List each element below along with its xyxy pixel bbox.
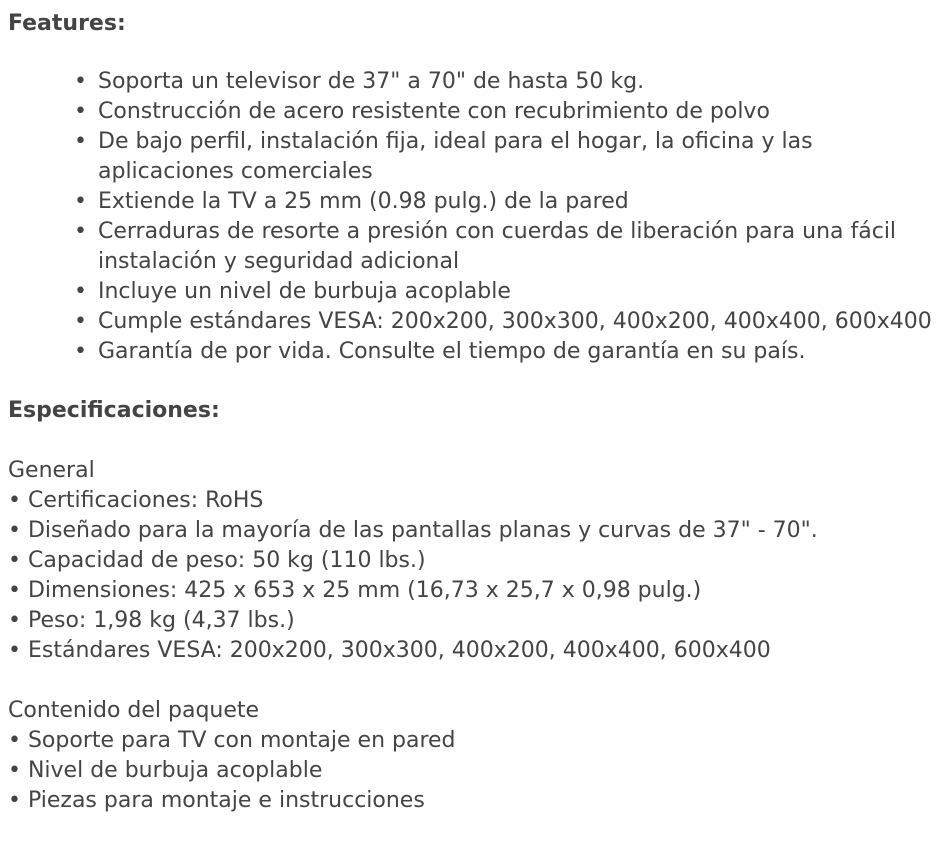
list-item: • Capacidad de peso: 50 kg (110 lbs.) — [8, 548, 426, 573]
list-item: • Piezas para montaje e instrucciones — [8, 788, 425, 813]
specs-heading: Especificaciones: — [8, 398, 220, 423]
list-item: • Nivel de burbuja acoplable — [8, 758, 323, 783]
bullet: • — [74, 309, 87, 334]
list-item — [74, 337, 949, 367]
feature-text: Incluye un nivel de burbuja acoplable — [98, 279, 511, 304]
feature-text: Soporta un televisor de 37" a 70" de hasta 50 kg. — [98, 69, 645, 94]
list-item — [74, 67, 949, 97]
general-title: General — [8, 458, 95, 483]
feature-text: Cumple estándares VESA: 200x200, 300x300, 400x200, 400x400, 600x400 — [98, 309, 932, 334]
feature-text: Garantía de por vida. Consulte el tiempo de garantía en su país. — [98, 339, 806, 364]
list-item: • Soporte para TV con montaje en pared — [8, 728, 456, 753]
feature-text: Construcción de acero resistente con recubrimiento de polvo — [98, 99, 770, 124]
list-item — [74, 97, 949, 127]
list-item — [74, 217, 949, 277]
list-item — [74, 187, 949, 217]
feature-text: Cerraduras de resorte a presión con cuerdas de liberación para una fácil instalación y seguridad adicional — [98, 219, 897, 274]
general-list — [8, 486, 949, 666]
general-section — [8, 456, 949, 666]
list-item: • Diseñado para la mayoría de las pantallas planas y curvas de 37" - 70". — [8, 518, 818, 543]
bullet: • — [74, 189, 87, 214]
package-list — [8, 726, 949, 816]
bullet: • — [74, 99, 87, 124]
list-item: • Dimensiones: 425 x 653 x 25 mm (16,73 x 25,7 x 0,98 pulg.) — [8, 578, 702, 603]
bullet: • — [74, 69, 87, 94]
bullet: • — [74, 339, 87, 364]
list-item — [74, 307, 949, 337]
list-item: • Peso: 1,98 kg (4,37 lbs.) — [8, 608, 295, 633]
package-section — [8, 696, 949, 816]
bullet: • — [74, 279, 87, 304]
list-item — [74, 127, 949, 187]
features-list — [8, 67, 949, 367]
bullet: • — [74, 129, 87, 154]
bullet: • — [74, 219, 87, 244]
list-item: • Estándares VESA: 200x200, 300x300, 400x200, 400x400, 600x400 — [8, 638, 771, 663]
package-title: Contenido del paquete — [8, 698, 260, 723]
list-item — [74, 277, 949, 307]
feature-text: Extiende la TV a 25 mm (0.98 pulg.) de la pared — [98, 189, 629, 214]
feature-text: De bajo perfil, instalación fija, ideal para el hogar, la oficina y las aplicaciones comerciales — [98, 129, 813, 184]
list-item: • Certificaciones: RoHS — [8, 488, 264, 513]
features-heading: Features: — [8, 11, 126, 36]
